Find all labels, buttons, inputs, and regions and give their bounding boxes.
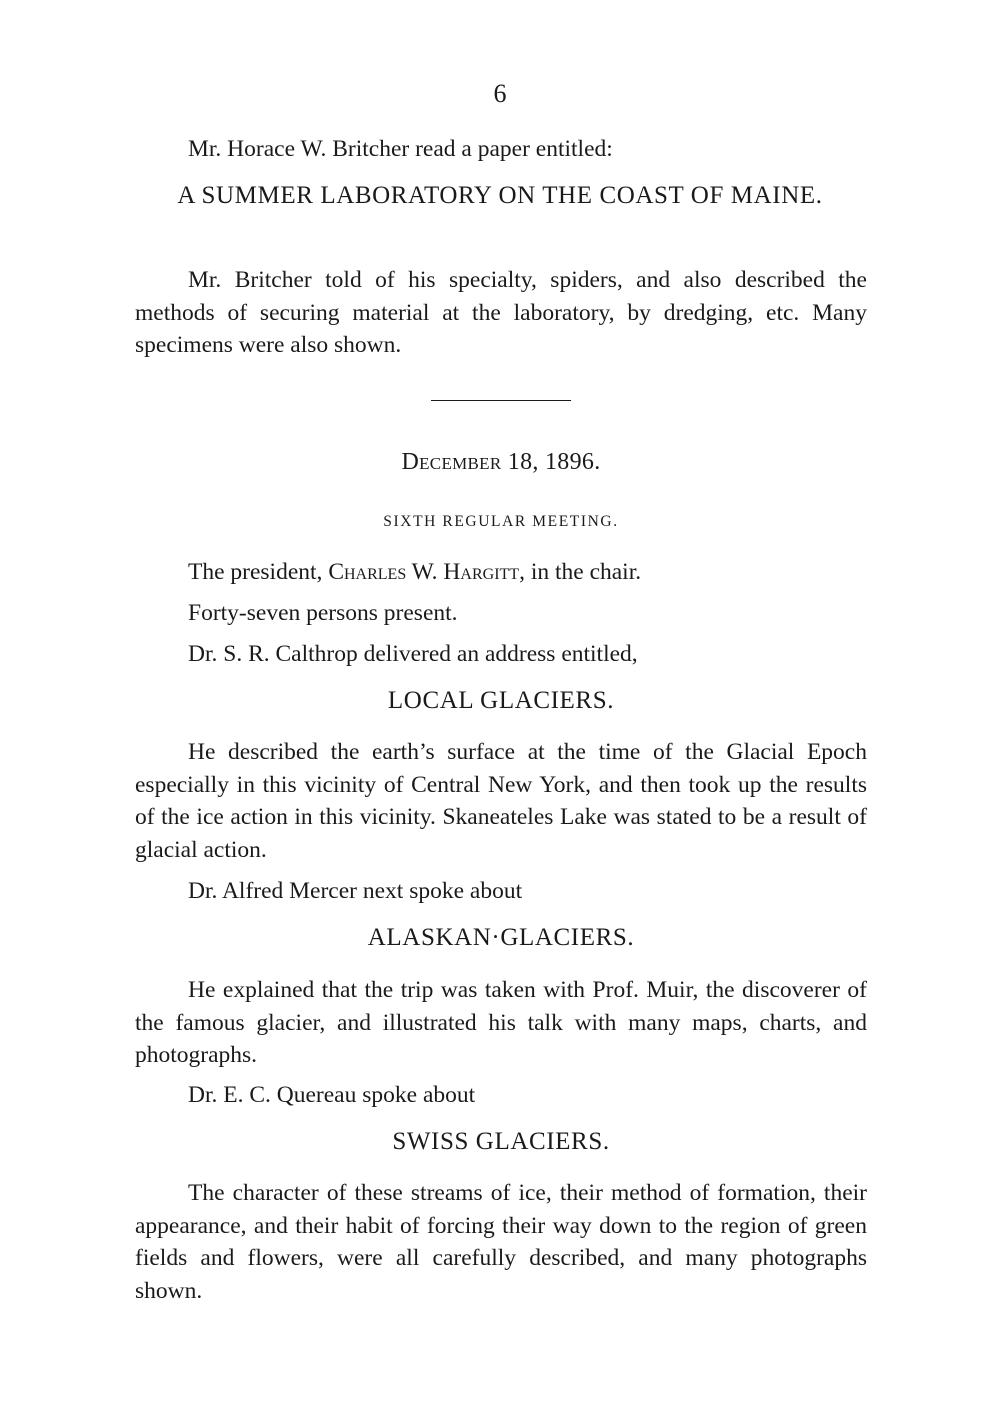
mercer-title: ALASKAN·GLACIERS. <box>367 924 635 951</box>
mercer-summary: He explained that the trip was taken with Prof. Muir, the discoverer of the famous glacier, and illustrated his talk with many maps, charts, and photographs. <box>135 977 867 1068</box>
page-number: 6 <box>493 79 507 108</box>
quereau-title: SWISS GLACIERS. <box>392 1128 610 1155</box>
chair-line <box>135 556 867 589</box>
quereau-summary: The character of these streams of ice, their method of formation, their appearance, and their habit of forcing their way down to the region of green fields and flowers, were all carefully described, and many photographs shown. <box>135 1180 867 1304</box>
britcher-intro: Mr. Horace W. Britcher read a paper entitled: <box>188 136 613 162</box>
section-divider <box>431 400 571 401</box>
meeting-label: SIXTH REGULAR MEETING. <box>383 513 619 530</box>
britcher-summary: Mr. Britcher told of his specialty, spiders, and also described the methods of securing material at the laboratory, by dredging, etc. Many specimens were also shown. <box>135 267 867 358</box>
britcher-paper-title: A SUMMER LABORATORY ON THE COAST OF MAINE. <box>177 182 823 209</box>
calthrop-intro: Dr. S. R. Calthrop delivered an address entitled, <box>188 641 638 667</box>
meeting-date: December 18, 1896. <box>401 449 601 475</box>
calthrop-title: LOCAL GLACIERS. <box>387 687 615 714</box>
chair-prefix: The president, <box>188 559 329 585</box>
chair-name: Charles W. Hargitt <box>328 559 520 585</box>
calthrop-summary: He described the earth’s surface at the time of the Glacial Epoch especially in this vicinity of Central New York, and then took up the results of the ice action in this vicinity. Skaneateles Lake was stated to be a result of glacial action. <box>135 739 867 863</box>
mercer-intro: Dr. Alfred Mercer next spoke about <box>188 878 523 904</box>
attendance-line: Forty-seven persons present. <box>188 600 458 626</box>
quereau-intro: Dr. E. C. Quereau spoke about <box>188 1082 476 1108</box>
chair-suffix: , in the chair. <box>519 559 642 585</box>
